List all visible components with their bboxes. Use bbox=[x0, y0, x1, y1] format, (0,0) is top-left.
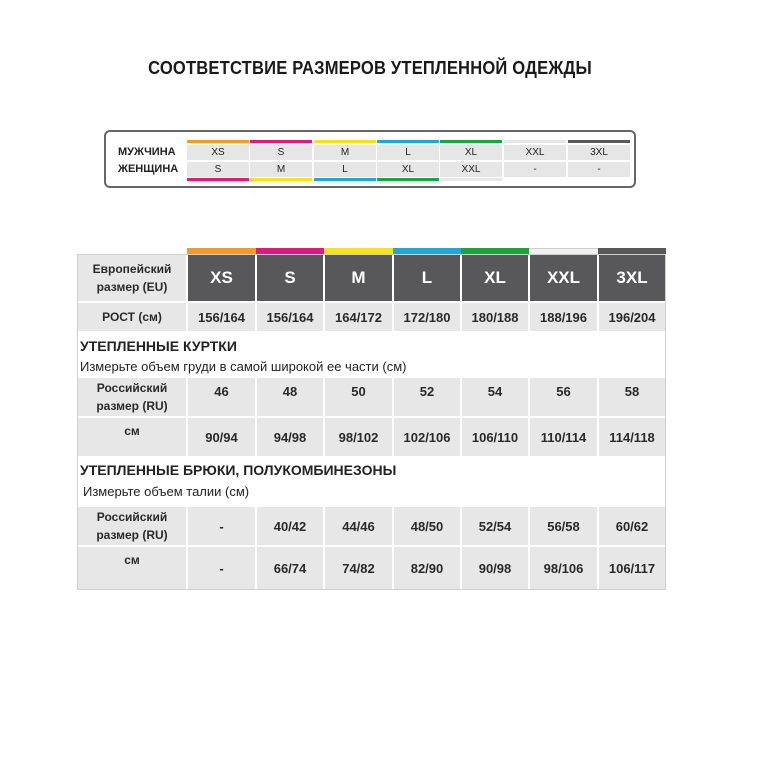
women-size-cell: - bbox=[504, 162, 566, 177]
eu-size-header: M bbox=[324, 254, 393, 302]
jackets-ru-value: 58 bbox=[598, 377, 666, 417]
height-value: 164/172 bbox=[324, 302, 393, 332]
men-size-color-bar bbox=[377, 140, 439, 143]
men-size-cell: S bbox=[250, 145, 312, 160]
men-size-color-bar bbox=[250, 140, 312, 143]
men-size-cell: XXL bbox=[504, 145, 566, 160]
pants-cm-label: см bbox=[77, 546, 187, 590]
pants-ru-label: Российский размер (RU) bbox=[77, 506, 187, 546]
eu-size-header: 3XL bbox=[598, 254, 666, 302]
jackets-ru-value: 48 bbox=[256, 377, 324, 417]
eu-size-header: XS bbox=[187, 254, 256, 302]
jackets-cm-value: 102/106 bbox=[393, 417, 461, 457]
pants-ru-value: 48/50 bbox=[393, 506, 461, 546]
women-size-color-bar bbox=[187, 178, 249, 181]
pants-instruction: Измерьте объем талии (см) bbox=[77, 482, 666, 502]
jackets-ru-value: 52 bbox=[393, 377, 461, 417]
jackets-ru-label: Российский размер (RU) bbox=[77, 377, 187, 417]
pants-ru-value: 52/54 bbox=[461, 506, 529, 546]
pants-ru-value: 56/58 bbox=[529, 506, 598, 546]
pants-ru-value: 40/42 bbox=[256, 506, 324, 546]
pants-cm-value: - bbox=[187, 546, 256, 590]
height-value: 156/164 bbox=[187, 302, 256, 332]
pants-cm-value: 74/82 bbox=[324, 546, 393, 590]
pants-heading: УТЕПЛЕННЫЕ БРЮКИ, ПОЛУКОМБИНЕЗОНЫ bbox=[77, 460, 666, 480]
men-size-cell: M bbox=[314, 145, 376, 160]
eu-size-header: S bbox=[256, 254, 324, 302]
men-size-cell: L bbox=[377, 145, 439, 160]
jackets-cm-value: 90/94 bbox=[187, 417, 256, 457]
men-size-color-bar bbox=[314, 140, 376, 143]
jackets-cm-value: 98/102 bbox=[324, 417, 393, 457]
jackets-instruction: Измерьте объем груди в самой широкой ее части (см) bbox=[77, 357, 666, 377]
jackets-cm-value: 114/118 bbox=[598, 417, 666, 457]
women-size-color-bar bbox=[250, 178, 312, 181]
jackets-cm-label: см bbox=[77, 417, 187, 457]
women-label: ЖЕНЩИНА bbox=[118, 163, 179, 175]
women-size-cell: XXL bbox=[440, 162, 502, 177]
women-size-color-bar bbox=[377, 178, 439, 181]
pants-cm-value: 106/117 bbox=[598, 546, 666, 590]
men-size-color-bar bbox=[187, 140, 249, 143]
men-size-cell: XL bbox=[440, 145, 502, 160]
jackets-ru-value: 56 bbox=[529, 377, 598, 417]
jackets-ru-value: 50 bbox=[324, 377, 393, 417]
women-size-color-bar bbox=[314, 178, 376, 181]
page-title: СООТВЕТСТВИЕ РАЗМЕРОВ УТЕПЛЕННОЙ ОДЕЖДЫ bbox=[148, 58, 592, 78]
pants-ru-value: - bbox=[187, 506, 256, 546]
height-value: 180/188 bbox=[461, 302, 529, 332]
pants-cm-value: 90/98 bbox=[461, 546, 529, 590]
women-size-cell: L bbox=[314, 162, 376, 177]
jackets-cm-value: 110/114 bbox=[529, 417, 598, 457]
jackets-ru-value: 54 bbox=[461, 377, 529, 417]
eu-size-header: XL bbox=[461, 254, 529, 302]
jackets-cm-value: 94/98 bbox=[256, 417, 324, 457]
eu-size-header: L bbox=[393, 254, 461, 302]
women-size-cell: XL bbox=[377, 162, 439, 177]
jackets-ru-value: 46 bbox=[187, 377, 256, 417]
jackets-cm-value: 106/110 bbox=[461, 417, 529, 457]
men-size-color-bar bbox=[568, 140, 630, 143]
women-size-cell: M bbox=[250, 162, 312, 177]
eu-size-header: XXL bbox=[529, 254, 598, 302]
pants-cm-value: 98/106 bbox=[529, 546, 598, 590]
men-size-color-bar bbox=[504, 140, 566, 143]
height-value: 188/196 bbox=[529, 302, 598, 332]
pants-cm-value: 66/74 bbox=[256, 546, 324, 590]
women-size-cell: - bbox=[568, 162, 630, 177]
men-size-cell: XS bbox=[187, 145, 249, 160]
pants-ru-value: 60/62 bbox=[598, 506, 666, 546]
women-size-cell: S bbox=[187, 162, 249, 177]
height-label: РОСТ (см) bbox=[77, 302, 187, 332]
eu-size-label: Европейский размер (EU) bbox=[77, 254, 187, 302]
men-label: МУЖЧИНА bbox=[118, 146, 176, 158]
women-size-color-bar bbox=[440, 178, 502, 181]
height-value: 196/204 bbox=[598, 302, 666, 332]
height-value: 156/164 bbox=[256, 302, 324, 332]
men-size-cell: 3XL bbox=[568, 145, 630, 160]
pants-cm-value: 82/90 bbox=[393, 546, 461, 590]
pants-ru-value: 44/46 bbox=[324, 506, 393, 546]
height-value: 172/180 bbox=[393, 302, 461, 332]
men-size-color-bar bbox=[440, 140, 502, 143]
jackets-heading: УТЕПЛЕННЫЕ КУРТКИ bbox=[77, 336, 666, 356]
